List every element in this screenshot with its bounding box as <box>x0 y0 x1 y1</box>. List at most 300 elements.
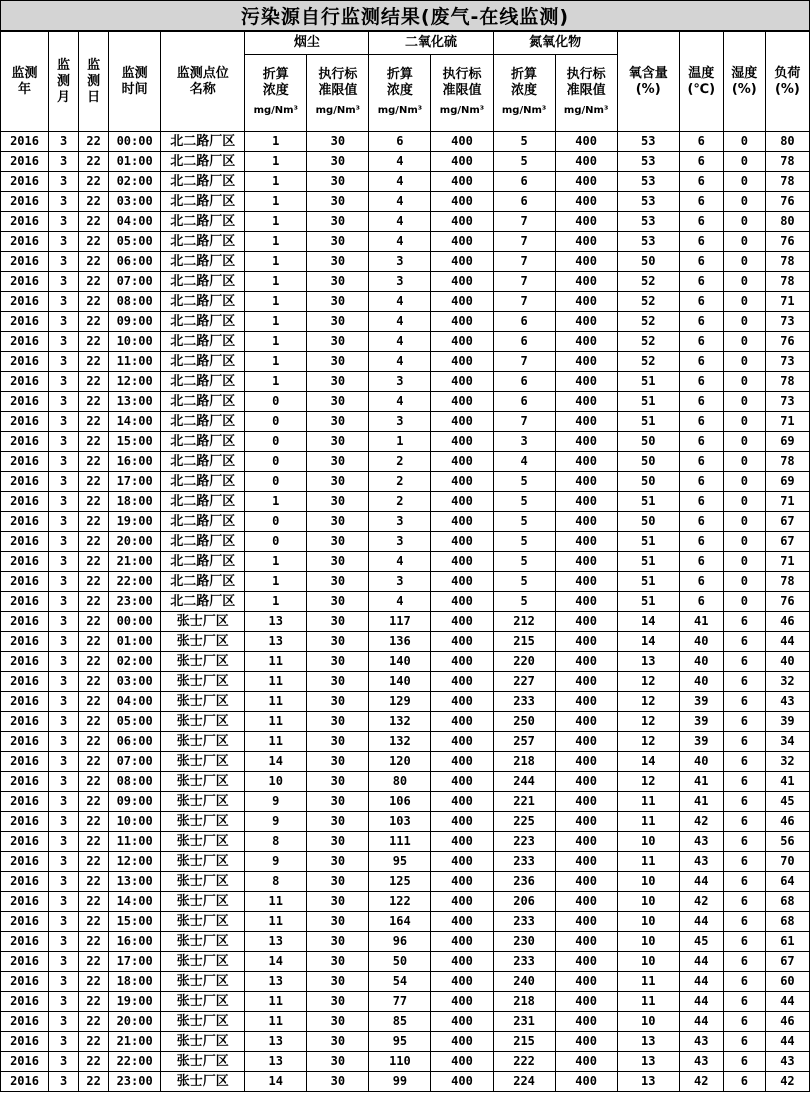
cell-so2-conc: 6 <box>369 132 431 152</box>
cell-day: 22 <box>79 472 109 492</box>
cell-month: 3 <box>49 232 79 252</box>
cell-humidity: 6 <box>723 892 765 912</box>
cell-year: 2016 <box>1 412 49 432</box>
cell-day: 22 <box>79 872 109 892</box>
cell-oxygen: 10 <box>617 832 679 852</box>
cell-so2-limit: 400 <box>431 952 493 972</box>
cell-nox-conc: 206 <box>493 892 555 912</box>
cell-so2-conc: 164 <box>369 912 431 932</box>
cell-nox-limit: 400 <box>555 392 617 412</box>
cell-oxygen: 51 <box>617 552 679 572</box>
cell-nox-conc: 4 <box>493 452 555 472</box>
cell-month: 3 <box>49 492 79 512</box>
cell-day: 22 <box>79 352 109 372</box>
cell-humidity: 0 <box>723 212 765 232</box>
cell-time: 01:00 <box>109 632 161 652</box>
cell-so2-conc: 106 <box>369 792 431 812</box>
cell-nox-conc: 5 <box>493 532 555 552</box>
cell-nox-conc: 7 <box>493 292 555 312</box>
cell-smoke-conc: 0 <box>245 392 307 412</box>
cell-so2-conc: 3 <box>369 412 431 432</box>
cell-nox-conc: 240 <box>493 972 555 992</box>
cell-month: 3 <box>49 572 79 592</box>
cell-time: 00:00 <box>109 612 161 632</box>
cell-smoke-conc: 1 <box>245 272 307 292</box>
cell-temp: 45 <box>679 932 723 952</box>
cell-nox-conc: 7 <box>493 252 555 272</box>
table-row <box>1 592 810 612</box>
cell-oxygen: 51 <box>617 412 679 432</box>
cell-temp: 39 <box>679 692 723 712</box>
cell-nox-conc: 212 <box>493 612 555 632</box>
cell-smoke-limit: 30 <box>307 932 369 952</box>
cell-temp: 6 <box>679 572 723 592</box>
cell-month: 3 <box>49 532 79 552</box>
cell-smoke-conc: 11 <box>245 1012 307 1032</box>
cell-temp: 6 <box>679 332 723 352</box>
cell-day: 22 <box>79 392 109 412</box>
cell-so2-limit: 400 <box>431 712 493 732</box>
cell-time: 07:00 <box>109 272 161 292</box>
cell-nox-conc: 244 <box>493 772 555 792</box>
cell-nox-conc: 222 <box>493 1052 555 1072</box>
cell-humidity: 6 <box>723 812 765 832</box>
cell-nox-limit: 400 <box>555 692 617 712</box>
header-group-smoke: 烟尘 <box>245 32 369 55</box>
header-humidity: 湿度(%) <box>723 32 765 132</box>
cell-month: 3 <box>49 392 79 412</box>
cell-month: 3 <box>49 412 79 432</box>
cell-year: 2016 <box>1 632 49 652</box>
table-row <box>1 392 810 412</box>
cell-so2-conc: 99 <box>369 1072 431 1092</box>
cell-so2-limit: 400 <box>431 472 493 492</box>
cell-time: 22:00 <box>109 572 161 592</box>
cell-nox-limit: 400 <box>555 372 617 392</box>
cell-so2-conc: 110 <box>369 1052 431 1072</box>
cell-humidity: 6 <box>723 1012 765 1032</box>
table-row <box>1 752 810 772</box>
cell-nox-conc: 6 <box>493 372 555 392</box>
cell-nox-conc: 215 <box>493 1032 555 1052</box>
cell-smoke-limit: 30 <box>307 592 369 612</box>
cell-humidity: 6 <box>723 772 765 792</box>
cell-smoke-limit: 30 <box>307 292 369 312</box>
cell-site: 北二路厂区 <box>161 512 245 532</box>
cell-site: 北二路厂区 <box>161 192 245 212</box>
cell-smoke-limit: 30 <box>307 252 369 272</box>
cell-month: 3 <box>49 192 79 212</box>
cell-site: 北二路厂区 <box>161 552 245 572</box>
cell-load: 67 <box>765 512 809 532</box>
cell-site: 张士厂区 <box>161 772 245 792</box>
cell-time: 13:00 <box>109 392 161 412</box>
cell-day: 22 <box>79 772 109 792</box>
cell-nox-limit: 400 <box>555 532 617 552</box>
cell-oxygen: 50 <box>617 452 679 472</box>
cell-site: 张士厂区 <box>161 1052 245 1072</box>
cell-so2-conc: 95 <box>369 1032 431 1052</box>
cell-month: 3 <box>49 292 79 312</box>
cell-nox-limit: 400 <box>555 612 617 632</box>
cell-load: 78 <box>765 572 809 592</box>
cell-oxygen: 51 <box>617 572 679 592</box>
cell-year: 2016 <box>1 1032 49 1052</box>
header-oxygen: 氧含量(%) <box>617 32 679 132</box>
cell-temp: 39 <box>679 712 723 732</box>
cell-load: 43 <box>765 1052 809 1072</box>
table-row <box>1 612 810 632</box>
cell-smoke-limit: 30 <box>307 952 369 972</box>
cell-nox-limit: 400 <box>555 832 617 852</box>
cell-smoke-limit: 30 <box>307 1052 369 1072</box>
cell-nox-limit: 400 <box>555 652 617 672</box>
cell-oxygen: 53 <box>617 212 679 232</box>
cell-so2-conc: 80 <box>369 772 431 792</box>
cell-load: 78 <box>765 452 809 472</box>
cell-nox-limit: 400 <box>555 292 617 312</box>
cell-smoke-conc: 11 <box>245 892 307 912</box>
cell-year: 2016 <box>1 612 49 632</box>
cell-so2-limit: 400 <box>431 932 493 952</box>
cell-site: 张士厂区 <box>161 1072 245 1092</box>
cell-smoke-limit: 30 <box>307 452 369 472</box>
table-row <box>1 452 810 472</box>
cell-so2-conc: 4 <box>369 352 431 372</box>
cell-smoke-conc: 13 <box>245 1032 307 1052</box>
cell-nox-conc: 231 <box>493 1012 555 1032</box>
cell-month: 3 <box>49 472 79 492</box>
cell-so2-limit: 400 <box>431 172 493 192</box>
cell-temp: 6 <box>679 412 723 432</box>
cell-month: 3 <box>49 892 79 912</box>
cell-humidity: 6 <box>723 672 765 692</box>
cell-load: 46 <box>765 1012 809 1032</box>
cell-so2-limit: 400 <box>431 372 493 392</box>
cell-so2-conc: 129 <box>369 692 431 712</box>
cell-oxygen: 52 <box>617 312 679 332</box>
cell-smoke-conc: 11 <box>245 992 307 1012</box>
cell-humidity: 0 <box>723 352 765 372</box>
monitoring-table <box>0 31 810 1092</box>
cell-oxygen: 50 <box>617 512 679 532</box>
cell-so2-conc: 117 <box>369 612 431 632</box>
cell-nox-limit: 400 <box>555 932 617 952</box>
cell-smoke-conc: 1 <box>245 492 307 512</box>
cell-oxygen: 51 <box>617 492 679 512</box>
cell-smoke-conc: 1 <box>245 372 307 392</box>
cell-load: 32 <box>765 752 809 772</box>
cell-year: 2016 <box>1 312 49 332</box>
cell-time: 07:00 <box>109 752 161 772</box>
cell-month: 3 <box>49 372 79 392</box>
cell-time: 20:00 <box>109 1012 161 1032</box>
cell-temp: 6 <box>679 272 723 292</box>
cell-month: 3 <box>49 592 79 612</box>
cell-so2-conc: 96 <box>369 932 431 952</box>
cell-so2-limit: 400 <box>431 852 493 872</box>
header-so2-conc: 折算浓度 mg/Nm³ <box>369 55 431 132</box>
table-row <box>1 312 810 332</box>
table-row <box>1 812 810 832</box>
cell-site: 张士厂区 <box>161 632 245 652</box>
cell-time: 11:00 <box>109 352 161 372</box>
cell-time: 18:00 <box>109 972 161 992</box>
cell-nox-conc: 6 <box>493 192 555 212</box>
table-row <box>1 432 810 452</box>
cell-so2-limit: 400 <box>431 1052 493 1072</box>
cell-smoke-limit: 30 <box>307 172 369 192</box>
cell-smoke-limit: 30 <box>307 132 369 152</box>
cell-smoke-limit: 30 <box>307 892 369 912</box>
header-load: 负荷(%) <box>765 32 809 132</box>
table-row <box>1 412 810 432</box>
cell-so2-limit: 400 <box>431 792 493 812</box>
cell-nox-conc: 6 <box>493 312 555 332</box>
cell-so2-conc: 3 <box>369 532 431 552</box>
cell-year: 2016 <box>1 512 49 532</box>
cell-day: 22 <box>79 372 109 392</box>
cell-day: 22 <box>79 712 109 732</box>
cell-humidity: 0 <box>723 592 765 612</box>
cell-smoke-limit: 30 <box>307 572 369 592</box>
cell-smoke-conc: 11 <box>245 912 307 932</box>
cell-temp: 6 <box>679 372 723 392</box>
cell-so2-limit: 400 <box>431 212 493 232</box>
cell-smoke-conc: 8 <box>245 832 307 852</box>
cell-smoke-conc: 9 <box>245 852 307 872</box>
cell-day: 22 <box>79 792 109 812</box>
cell-nox-conc: 5 <box>493 472 555 492</box>
cell-nox-limit: 400 <box>555 332 617 352</box>
cell-so2-conc: 77 <box>369 992 431 1012</box>
cell-so2-conc: 2 <box>369 492 431 512</box>
cell-site: 北二路厂区 <box>161 172 245 192</box>
cell-day: 22 <box>79 992 109 1012</box>
table-row <box>1 1072 810 1092</box>
cell-oxygen: 10 <box>617 932 679 952</box>
cell-site: 张士厂区 <box>161 732 245 752</box>
cell-day: 22 <box>79 612 109 632</box>
table-row <box>1 1052 810 1072</box>
cell-oxygen: 53 <box>617 232 679 252</box>
cell-load: 46 <box>765 612 809 632</box>
cell-day: 22 <box>79 632 109 652</box>
cell-year: 2016 <box>1 392 49 412</box>
cell-humidity: 6 <box>723 912 765 932</box>
cell-so2-conc: 4 <box>369 192 431 212</box>
cell-humidity: 6 <box>723 1072 765 1092</box>
cell-month: 3 <box>49 812 79 832</box>
cell-nox-conc: 257 <box>493 732 555 752</box>
cell-year: 2016 <box>1 152 49 172</box>
cell-load: 44 <box>765 992 809 1012</box>
cell-time: 22:00 <box>109 1052 161 1072</box>
cell-smoke-limit: 30 <box>307 872 369 892</box>
cell-so2-limit: 400 <box>431 132 493 152</box>
cell-temp: 43 <box>679 1052 723 1072</box>
cell-nox-limit: 400 <box>555 412 617 432</box>
cell-humidity: 6 <box>723 632 765 652</box>
cell-time: 05:00 <box>109 232 161 252</box>
cell-so2-conc: 4 <box>369 592 431 612</box>
cell-so2-limit: 400 <box>431 492 493 512</box>
cell-so2-limit: 400 <box>431 732 493 752</box>
cell-day: 22 <box>79 512 109 532</box>
cell-smoke-conc: 1 <box>245 312 307 332</box>
cell-nox-conc: 6 <box>493 172 555 192</box>
cell-month: 3 <box>49 872 79 892</box>
cell-load: 73 <box>765 312 809 332</box>
cell-load: 39 <box>765 712 809 732</box>
cell-day: 22 <box>79 652 109 672</box>
cell-site: 北二路厂区 <box>161 532 245 552</box>
table-row <box>1 472 810 492</box>
cell-humidity: 6 <box>723 1032 765 1052</box>
cell-day: 22 <box>79 732 109 752</box>
cell-humidity: 0 <box>723 252 765 272</box>
cell-smoke-conc: 1 <box>245 232 307 252</box>
cell-so2-conc: 136 <box>369 632 431 652</box>
cell-load: 67 <box>765 532 809 552</box>
cell-oxygen: 13 <box>617 1072 679 1092</box>
cell-so2-limit: 400 <box>431 872 493 892</box>
cell-site: 北二路厂区 <box>161 252 245 272</box>
cell-site: 张士厂区 <box>161 872 245 892</box>
cell-temp: 6 <box>679 592 723 612</box>
cell-nox-conc: 221 <box>493 792 555 812</box>
cell-year: 2016 <box>1 872 49 892</box>
cell-humidity: 6 <box>723 832 765 852</box>
table-row <box>1 872 810 892</box>
cell-oxygen: 53 <box>617 172 679 192</box>
cell-time: 13:00 <box>109 872 161 892</box>
cell-year: 2016 <box>1 892 49 912</box>
cell-humidity: 0 <box>723 272 765 292</box>
cell-temp: 6 <box>679 452 723 472</box>
cell-time: 03:00 <box>109 672 161 692</box>
cell-smoke-conc: 0 <box>245 432 307 452</box>
cell-so2-limit: 400 <box>431 812 493 832</box>
cell-site: 张士厂区 <box>161 652 245 672</box>
cell-smoke-limit: 30 <box>307 852 369 872</box>
cell-month: 3 <box>49 692 79 712</box>
cell-year: 2016 <box>1 992 49 1012</box>
header-time: 监测时间 <box>109 32 161 132</box>
cell-smoke-limit: 30 <box>307 752 369 772</box>
cell-month: 3 <box>49 792 79 812</box>
header-group-nox: 氮氧化物 <box>493 32 617 55</box>
cell-nox-conc: 7 <box>493 352 555 372</box>
cell-humidity: 0 <box>723 432 765 452</box>
cell-so2-limit: 400 <box>431 972 493 992</box>
cell-site: 北二路厂区 <box>161 292 245 312</box>
cell-so2-limit: 400 <box>431 612 493 632</box>
cell-day: 22 <box>79 252 109 272</box>
cell-load: 56 <box>765 832 809 852</box>
cell-smoke-limit: 30 <box>307 272 369 292</box>
cell-month: 3 <box>49 352 79 372</box>
cell-smoke-conc: 1 <box>245 152 307 172</box>
cell-nox-limit: 400 <box>555 672 617 692</box>
cell-so2-limit: 400 <box>431 672 493 692</box>
cell-time: 10:00 <box>109 812 161 832</box>
cell-nox-conc: 227 <box>493 672 555 692</box>
cell-humidity: 6 <box>723 652 765 672</box>
cell-nox-limit: 400 <box>555 472 617 492</box>
cell-oxygen: 10 <box>617 872 679 892</box>
cell-so2-conc: 95 <box>369 852 431 872</box>
cell-month: 3 <box>49 992 79 1012</box>
table-row <box>1 772 810 792</box>
cell-time: 03:00 <box>109 192 161 212</box>
cell-day: 22 <box>79 752 109 772</box>
cell-site: 北二路厂区 <box>161 452 245 472</box>
cell-day: 22 <box>79 692 109 712</box>
cell-day: 22 <box>79 412 109 432</box>
cell-temp: 43 <box>679 1032 723 1052</box>
cell-smoke-conc: 1 <box>245 332 307 352</box>
header-nox-limit: 执行标准限值 mg/Nm³ <box>555 55 617 132</box>
table-row <box>1 372 810 392</box>
cell-so2-conc: 103 <box>369 812 431 832</box>
cell-load: 43 <box>765 692 809 712</box>
cell-temp: 6 <box>679 552 723 572</box>
cell-day: 22 <box>79 332 109 352</box>
cell-oxygen: 10 <box>617 1012 679 1032</box>
table-row <box>1 252 810 272</box>
cell-so2-limit: 400 <box>431 152 493 172</box>
cell-oxygen: 12 <box>617 772 679 792</box>
cell-nox-conc: 7 <box>493 232 555 252</box>
cell-nox-limit: 400 <box>555 552 617 572</box>
cell-nox-conc: 223 <box>493 832 555 852</box>
cell-so2-conc: 132 <box>369 712 431 732</box>
cell-load: 44 <box>765 1032 809 1052</box>
table-row <box>1 572 810 592</box>
cell-nox-limit: 400 <box>555 792 617 812</box>
cell-site: 北二路厂区 <box>161 152 245 172</box>
cell-temp: 41 <box>679 792 723 812</box>
cell-smoke-limit: 30 <box>307 1032 369 1052</box>
cell-smoke-conc: 11 <box>245 652 307 672</box>
cell-temp: 44 <box>679 952 723 972</box>
cell-month: 3 <box>49 512 79 532</box>
cell-month: 3 <box>49 972 79 992</box>
cell-nox-limit: 400 <box>555 272 617 292</box>
cell-so2-limit: 400 <box>431 1012 493 1032</box>
cell-time: 18:00 <box>109 492 161 512</box>
cell-humidity: 0 <box>723 172 765 192</box>
cell-day: 22 <box>79 192 109 212</box>
cell-smoke-limit: 30 <box>307 332 369 352</box>
cell-temp: 6 <box>679 432 723 452</box>
cell-site: 张士厂区 <box>161 992 245 1012</box>
cell-temp: 6 <box>679 232 723 252</box>
cell-site: 北二路厂区 <box>161 312 245 332</box>
cell-site: 张士厂区 <box>161 972 245 992</box>
cell-year: 2016 <box>1 292 49 312</box>
cell-smoke-limit: 30 <box>307 992 369 1012</box>
cell-humidity: 0 <box>723 192 765 212</box>
cell-year: 2016 <box>1 672 49 692</box>
cell-time: 05:00 <box>109 712 161 732</box>
cell-humidity: 6 <box>723 852 765 872</box>
cell-so2-limit: 400 <box>431 412 493 432</box>
table-row <box>1 832 810 852</box>
cell-time: 23:00 <box>109 1072 161 1092</box>
cell-nox-limit: 400 <box>555 1052 617 1072</box>
